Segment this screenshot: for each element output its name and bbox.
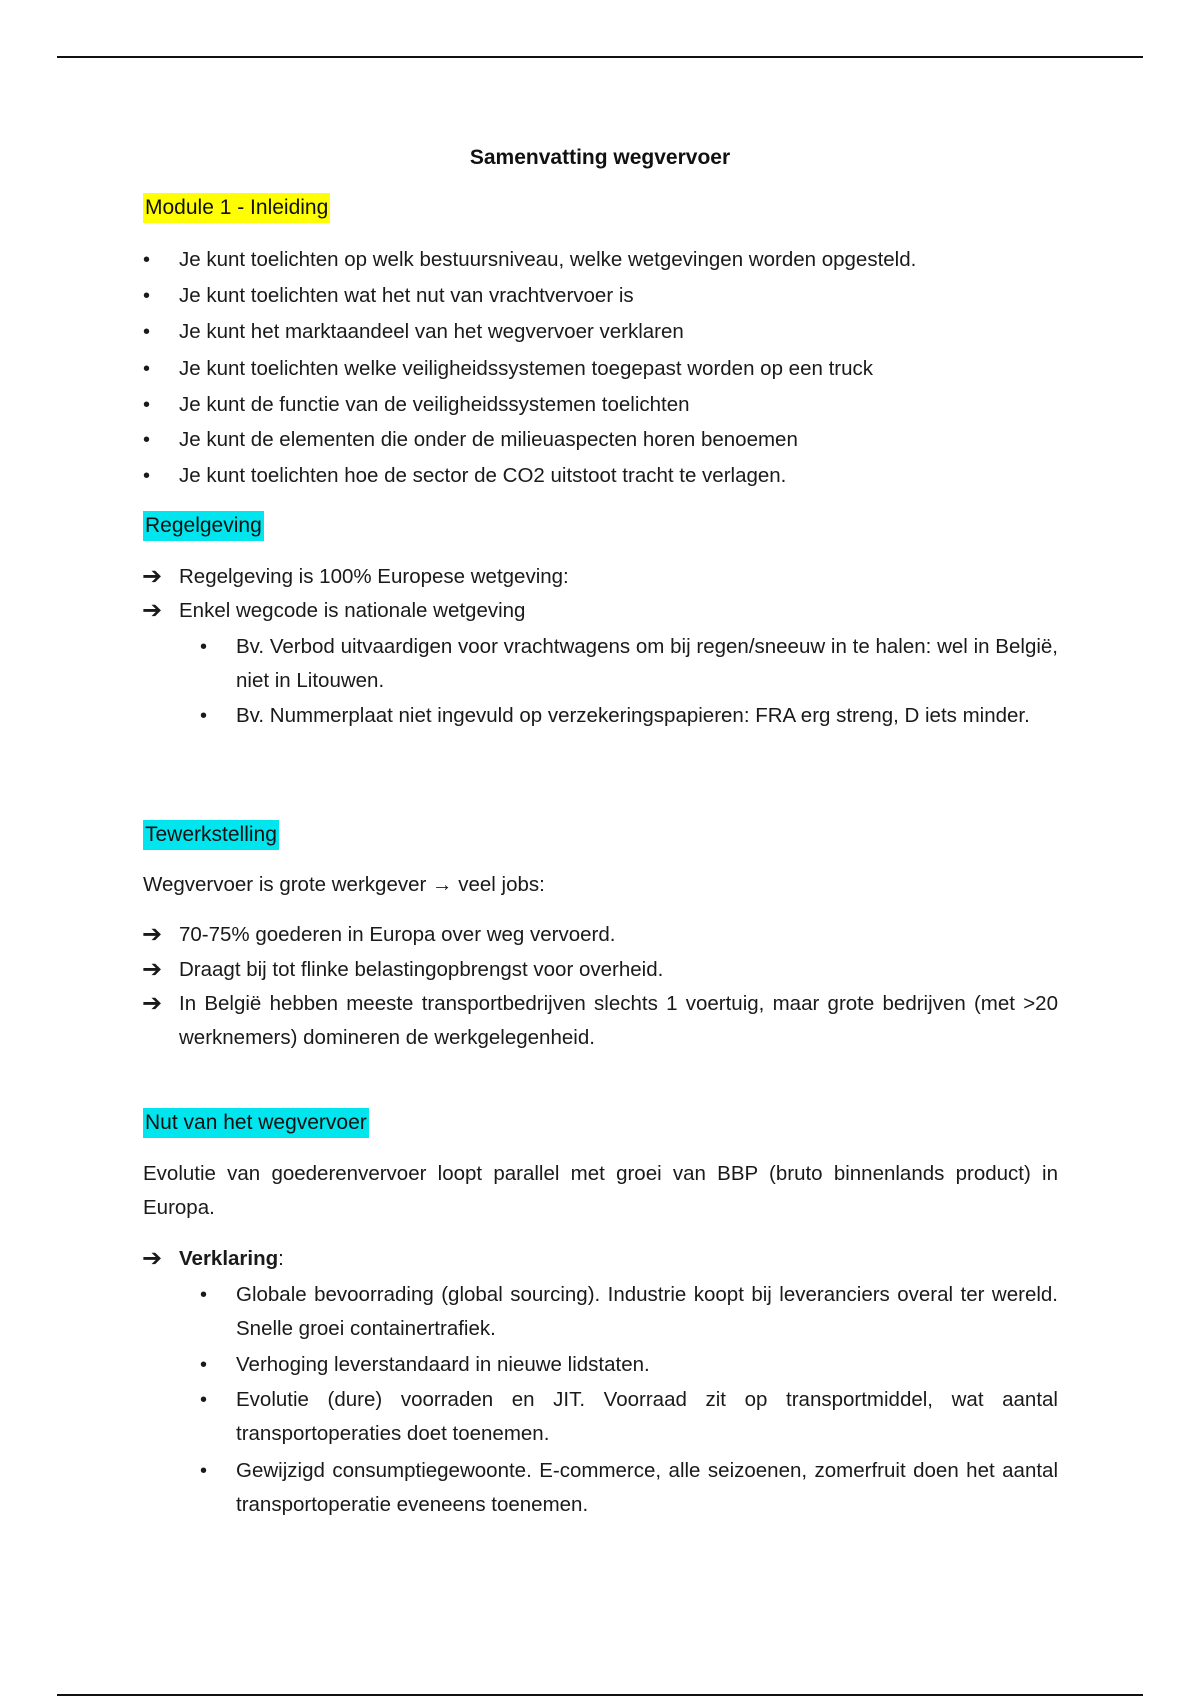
section-heading-regelgeving: Regelgeving [143,511,264,541]
arrow-icon: ➔ [142,563,163,590]
list-item: Je kunt toelichten wat het nut van vrachtvervoer is [179,284,634,307]
list-item: Je kunt de elementen die onder de milieuaspecten horen benoemen [179,428,798,451]
sub-list-item: Bv. Verbod uitvaardigen voor vrachtwagens om bij regen/sneeuw in te halen: wel in België, niet in Litouwen. [236,635,1058,692]
nut-intro: Evolutie van goederenvervoer loopt parallel met groei van BBP (bruto binnenlands product) in Europa. [143,1162,1058,1219]
sub-list-item: Gewijzigd consumptiegewoonte. E-commerce, alle seizoenen, zomerfruit doen het aantal transportoperatie eveneens toenemen. [236,1459,1058,1516]
module-heading: Module 1 - Inleiding [143,193,330,223]
section-heading-nut: Nut van het wegvervoer [143,1108,369,1138]
arrow-item: In België hebben meeste transportbedrijven slechts 1 voertuig, maar grote bedrijven (met >20 werknemers) domineren de werkgelegenheid. [179,992,1058,1049]
arrow-item: Draagt bij tot flinke belastingopbrengst voor overheid. [179,958,664,981]
tewerkstelling-intro: Wegvervoer is grote werkgever → veel jobs: [143,873,545,896]
bullet-icon: • [143,285,151,307]
list-item: Je kunt de functie van de veiligheidssystemen toelichten [179,393,690,416]
arrow-item: Enkel wegcode is nationale wetgeving [179,599,526,622]
verklaring-line [179,1242,284,1276]
bullet-icon: • [143,429,151,451]
bullet-icon: • [200,1389,208,1411]
page-title: Samenvatting wegvervoer [469,146,731,169]
sub-list-item: Bv. Nummerplaat niet ingevuld op verzekeringspapieren: FRA erg streng, D iets minder. [236,704,1030,727]
bullet-icon: • [200,1460,208,1482]
header-rule [57,56,1143,58]
section-heading-tewerkstelling: Tewerkstelling [143,820,279,850]
bullet-icon: • [143,249,151,271]
sub-list-item: Globale bevoorrading (global sourcing). Industrie koopt bij leveranciers overal ter wereld. Snelle groei containertrafiek. [236,1283,1058,1340]
sub-list-item: Evolutie (dure) voorraden en JIT. Voorraad zit op transportmiddel, wat aantal transportoperaties doet toenemen. [236,1388,1058,1445]
arrow-icon: ➔ [142,597,163,624]
arrow-item: Regelgeving is 100% Europese wetgeving: [179,565,569,588]
arrow-icon: ➔ [142,956,163,983]
list-item: Je kunt toelichten welke veiligheidssystemen toegepast worden op een truck [179,357,873,380]
bullet-icon: • [200,1354,208,1376]
sub-list-item: Verhoging leverstandaard in nieuwe lidstaten. [236,1353,650,1376]
list-item: Je kunt toelichten op welk bestuursniveau, welke wetgevingen worden opgesteld. [179,248,917,271]
verklaring-label: Verklaring [179,1247,279,1270]
bullet-icon: • [143,358,151,380]
bullet-icon: • [143,394,151,416]
arrow-icon: ➔ [142,921,163,948]
list-item: Je kunt het marktaandeel van het wegvervoer verklaren [179,320,684,343]
arrow-icon: ➔ [142,990,163,1017]
arrow-icon: ➔ [142,1245,163,1272]
bullet-icon: • [200,636,208,658]
list-item: Je kunt toelichten hoe de sector de CO2 uitstoot tracht te verlagen. [179,464,787,487]
verklaring-colon: : [278,1247,284,1270]
bullet-icon: • [200,1284,208,1306]
footer-rule [57,1694,1143,1696]
bullet-icon: • [200,705,208,727]
arrow-item: 70-75% goederen in Europa over weg vervoerd. [179,923,616,946]
bullet-icon: • [143,321,151,343]
bullet-icon: • [143,465,151,487]
